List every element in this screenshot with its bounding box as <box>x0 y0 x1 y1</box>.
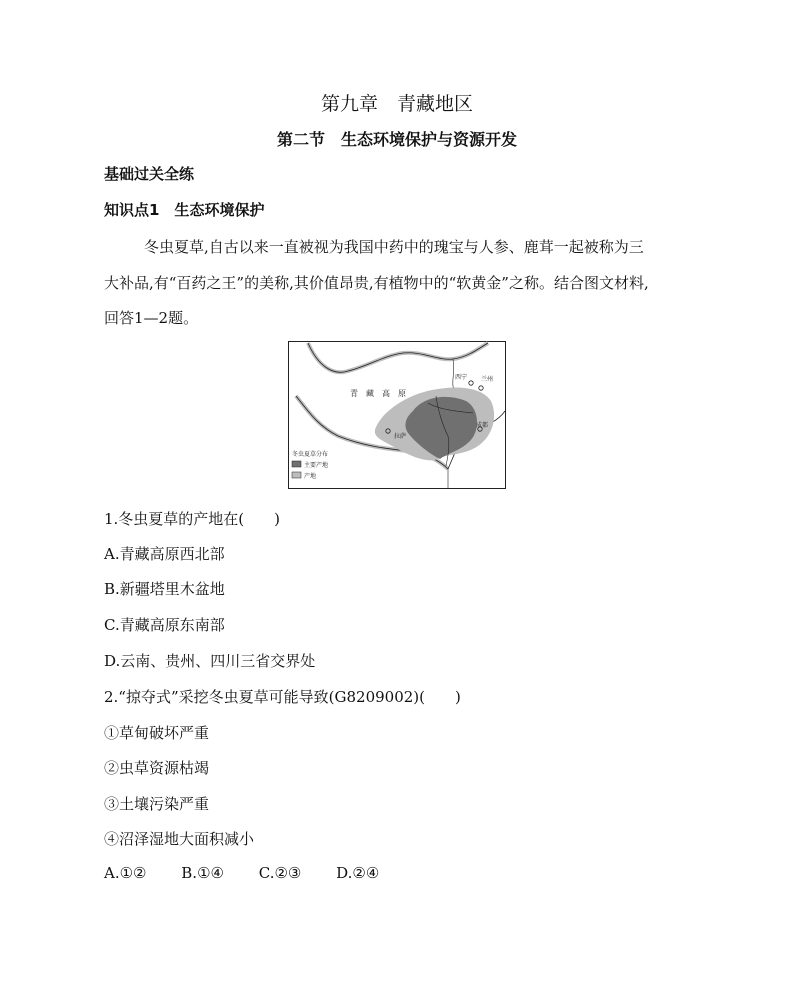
q2-options <box>104 864 409 882</box>
map-label-lhasa: 拉萨 <box>394 433 407 440</box>
section-title: 第二节 生态环境保护与资源开发 <box>276 130 517 149</box>
q2-option-b[interactable]: B.①④ <box>181 864 224 882</box>
q2-stem: 2.“掠夺式”采挖冬虫夏草可能导致(G8209002)( ) <box>104 688 461 706</box>
q2-item-1: ①草甸破坏严重 <box>104 724 210 742</box>
practice-heading: 基础过关全练 <box>104 165 195 183</box>
intro-line-3: 回答1—2题。 <box>104 309 199 327</box>
q1-option-a[interactable]: A.青藏高原西北部 <box>104 545 225 563</box>
map-label-plateau: 青 藏 高 原 <box>350 389 406 398</box>
q1-option-d[interactable]: D.云南、贵州、四川三省交界处 <box>104 652 316 670</box>
q1-stem: 1.冬虫夏草的产地在( ) <box>104 510 281 528</box>
map-label-xining: 西宁 <box>455 374 468 381</box>
legend-main-label: 主要产地 <box>304 462 329 469</box>
legend-area-label: 产地 <box>304 473 317 480</box>
map-label-lanzhou: 兰州 <box>481 376 494 383</box>
legend-main-swatch <box>292 461 301 467</box>
q2-item-2: ②虫草资源枯竭 <box>104 759 210 777</box>
q2-item-3: ③土壤污染严重 <box>104 795 210 813</box>
q1-option-c[interactable]: C.青藏高原东南部 <box>104 616 225 634</box>
map-label-chengdu: 成都 <box>476 422 489 429</box>
intro-line-2: 大补品,有“百药之王”的美称,其价值昂贵,有植物中的“软黄金”之称。结合图文材料, <box>104 274 649 292</box>
legend-title: 冬虫夏草分布 <box>292 451 329 458</box>
intro-line-1: 冬虫夏草,自古以来一直被视为我国中药中的瑰宝与人参、鹿茸一起被称为三 <box>144 238 644 256</box>
knowledge-point-heading: 知识点1 生态环境保护 <box>104 201 265 219</box>
q2-option-d[interactable]: D.②④ <box>336 864 380 882</box>
legend-area-swatch <box>292 472 301 478</box>
chapter-title: 第九章 青藏地区 <box>320 93 473 115</box>
q1-option-b[interactable]: B.新疆塔里木盆地 <box>104 580 225 598</box>
q2-item-4: ④沼泽湿地大面积减小 <box>104 830 255 848</box>
cordyceps-distribution-map <box>288 341 506 489</box>
q2-option-a[interactable]: A.①② <box>104 864 147 882</box>
q2-option-c[interactable]: C.②③ <box>258 864 302 882</box>
